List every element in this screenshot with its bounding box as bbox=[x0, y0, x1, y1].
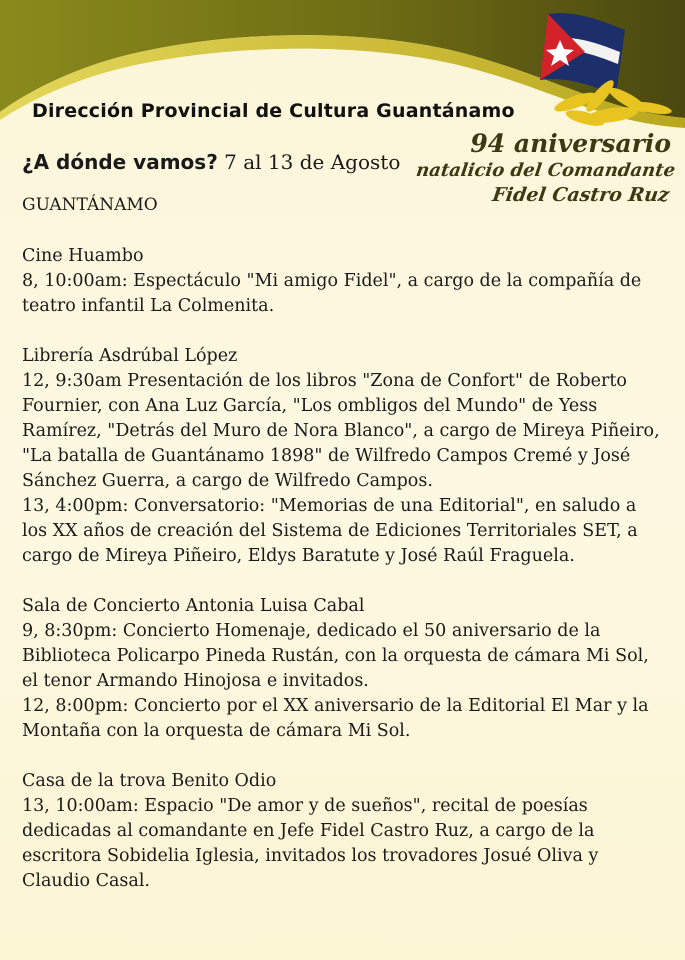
header-banner bbox=[0, 0, 685, 150]
anniversary-line-3: Fidel Castro Ruz bbox=[490, 184, 671, 206]
venue-name: Casa de la trova Benito Odio bbox=[22, 771, 277, 791]
organization-name: Dirección Provincial de Cultura Guantánamo bbox=[32, 100, 515, 122]
anniversary-caption bbox=[375, 129, 677, 207]
title-question: ¿A dónde vamos? bbox=[22, 150, 218, 174]
page-title bbox=[22, 150, 400, 174]
venue-block bbox=[22, 244, 662, 319]
title-dates: 7 al 13 de Agosto bbox=[224, 150, 401, 174]
anniversary-line-2: natalicio del Comandante bbox=[414, 160, 677, 181]
venue-name: Sala de Concierto Antonia Luisa Cabal bbox=[22, 596, 365, 616]
event-item: 12, 9:30am Presentación de los libros "Zona de Confort" de Roberto Fournier, con Ana Luz García, "Los ombligos del Mundo" de Yess Ramírez, "Detrás del Muro de Nora Blanco", a cargo de Mireya Piñeiro, "La batalla de Guantánamo 1898" de Wilfredo Campos Cremé y José Sánchez Guerra, a cargo de Wilfredo Campos. bbox=[22, 371, 660, 491]
venue-name: Cine Huambo bbox=[22, 246, 144, 266]
events-list bbox=[22, 244, 662, 894]
city-name: GUANTÁNAMO bbox=[22, 195, 158, 215]
anniversary-line-1: 94 aniversario bbox=[470, 129, 671, 158]
event-item: 8, 10:00am: Espectáculo "Mi amigo Fidel", a cargo de la compañía de teatro infantil La Colmenita. bbox=[22, 271, 642, 316]
event-item: 9, 8:30pm: Concierto Homenaje, dedicado el 50 aniversario de la Biblioteca Policarpo Pineda Rustán, con la orquesta de cámara Mi Sol, el tenor Armando Hinojosa e invitados. bbox=[22, 621, 649, 691]
event-item: 13, 4:00pm: Conversatorio: "Memorias de una Editorial", en saludo a los XX años de creación del Sistema de Ediciones Territoriales SET, a cargo de Mireya Piñeiro, Eldys Baratute y José Raúl Fraguela. bbox=[22, 496, 638, 566]
venue-block bbox=[22, 769, 662, 894]
event-item: 13, 10:00am: Espacio "De amor y de sueños", recital de poesías dedicadas al comandante en Jefe Fidel Castro Ruz, a cargo de la escritora Sobidelia Iglesia, invitados los trovadores Josué Oliva y Claudio Casal. bbox=[22, 796, 599, 891]
venue-name: Librería Asdrúbal López bbox=[22, 346, 238, 366]
event-item: 12, 8:00pm: Concierto por el XX aniversario de la Editorial El Mar y la Montaña con la orquesta de cámara Mi Sol. bbox=[22, 696, 649, 741]
venue-block bbox=[22, 344, 662, 569]
venue-block bbox=[22, 594, 662, 744]
